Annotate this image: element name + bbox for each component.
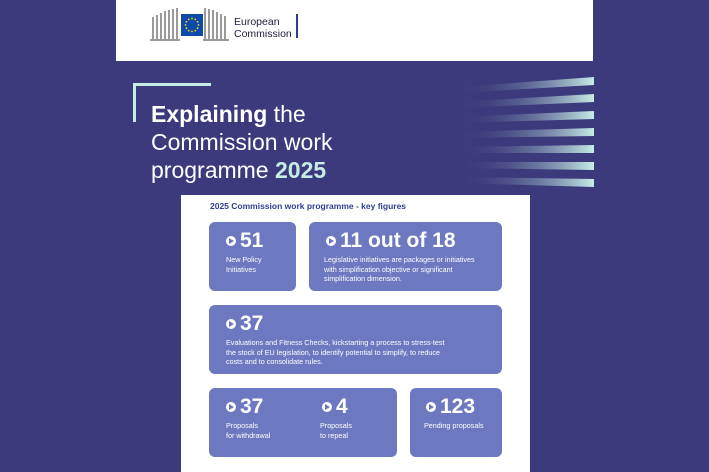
pending-proposals-number: 123 xyxy=(440,395,476,418)
commission-building-icon xyxy=(150,7,180,41)
title-rest: the xyxy=(267,101,306,127)
key-figures-heading: 2025 Commission work programme - key figures xyxy=(210,201,407,211)
commission-logo-text xyxy=(234,16,292,40)
title-corner-bracket-vertical xyxy=(133,83,136,122)
withdrawal-label: Proposals for withdrawal xyxy=(226,421,271,440)
logo-line-1: European xyxy=(234,16,280,28)
legislative-initiatives-box xyxy=(309,222,502,291)
policy-initiatives-label: New Policy Initiatives xyxy=(226,255,262,274)
evaluations-box xyxy=(209,305,502,374)
arrow-bullet-icon xyxy=(226,402,236,412)
withdrawal-number: 37 xyxy=(240,395,264,418)
evaluations-label: Evaluations and Fitness Checks, kickstarting a process to stress-test the stock of EU legislation, to identify potential to simplify, to reduce costs and to consolidate rules. xyxy=(226,338,445,366)
decorative-stripes xyxy=(458,75,594,190)
title-corner-bracket xyxy=(133,83,211,86)
logo-divider xyxy=(296,14,298,38)
repeal-number: 4 xyxy=(336,395,348,418)
legislative-initiatives-number: 11 out of 18 xyxy=(340,229,456,252)
title-year: 2025 xyxy=(274,157,327,183)
arrow-bullet-icon xyxy=(226,236,236,246)
logo-line-2: Commission xyxy=(234,28,292,40)
repeal-label: Proposals to repeal xyxy=(320,421,352,440)
legislative-initiatives-label: Legislative initiatives are packages or initiatives with simplification objective or significant simplification dimension. xyxy=(324,255,475,283)
pending-proposals-box xyxy=(410,388,502,457)
eu-flag-icon xyxy=(181,14,203,36)
page-title xyxy=(151,100,332,184)
arrow-bullet-icon xyxy=(426,402,436,412)
policy-initiatives-box xyxy=(209,222,296,291)
arrow-bullet-icon xyxy=(322,402,332,412)
pending-proposals-label: Pending proposals xyxy=(424,421,484,430)
arrow-bullet-icon xyxy=(226,319,236,329)
title-bold: Explaining xyxy=(151,101,268,127)
evaluations-number: 37 xyxy=(240,312,264,335)
title-line-3: programme xyxy=(151,157,275,183)
title-line-2: Commission work xyxy=(151,129,333,155)
policy-initiatives-number: 51 xyxy=(240,229,264,252)
withdrawal-repeal-box xyxy=(209,388,397,457)
commission-building-right-icon xyxy=(203,7,229,41)
arrow-bullet-icon xyxy=(326,236,336,246)
